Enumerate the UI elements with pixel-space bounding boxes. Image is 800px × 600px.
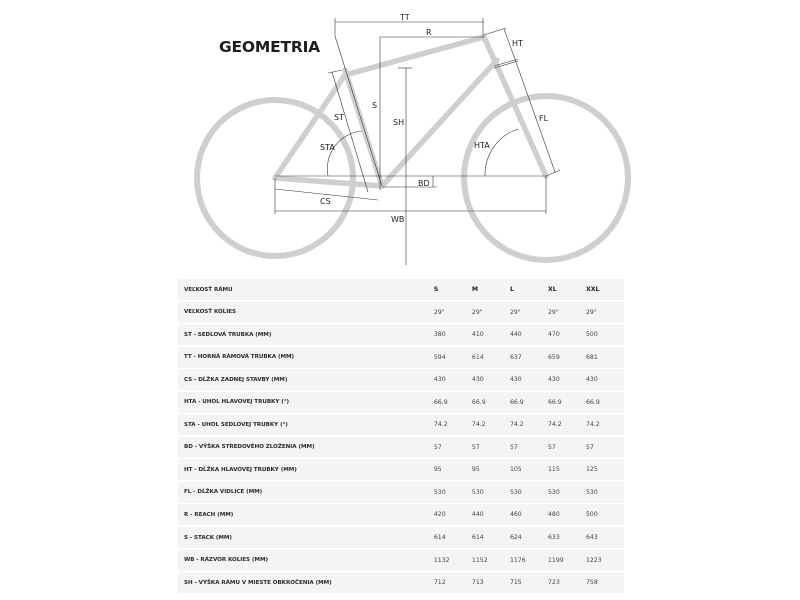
row-value: 712 (433, 579, 446, 587)
row-label: CS - DĹŽKA ZADNEJ STAVBY (MM) (184, 376, 288, 383)
row-value: 57 (586, 443, 594, 451)
row-value: 1176 (509, 556, 526, 564)
label-bd: BD (418, 179, 430, 188)
table-row (178, 482, 624, 503)
row-value: 594 (433, 353, 446, 361)
size-xxl: XXL (586, 286, 600, 293)
label-st: ST (334, 113, 344, 122)
label-ht: HT (512, 39, 523, 48)
size-xl: XL (547, 286, 557, 293)
table-row (178, 572, 624, 593)
row-value: 643 (586, 534, 598, 542)
row-value: 1132 (433, 556, 450, 564)
header-label: VEĽKOSŤ RÁMU (184, 286, 233, 293)
label-r: R (426, 28, 432, 37)
table-row (178, 324, 624, 345)
row-value: 614 (471, 534, 484, 542)
row-value: 614 (471, 353, 484, 361)
row-value: 430 (586, 376, 598, 384)
row-value: 57 (433, 443, 442, 451)
table-row (178, 550, 624, 571)
row-value: 758 (586, 579, 598, 587)
row-value: 723 (547, 579, 560, 587)
row-value: 115 (547, 466, 560, 474)
geometry-table (178, 279, 624, 595)
row-value: 66.9 (433, 398, 448, 406)
row-value: 95 (433, 466, 442, 474)
row-value: 95 (471, 466, 480, 474)
row-value: 125 (586, 466, 598, 474)
row-value: 530 (433, 488, 446, 496)
label-sh: SH (393, 118, 405, 127)
row-value: 530 (586, 488, 598, 496)
row-label: FL - DĹŽKA VIDLICE (MM) (184, 489, 263, 496)
row-value: 614 (433, 534, 446, 542)
row-value: 633 (547, 534, 560, 542)
row-label: STA - UHOL SEDLOVEJ TRUBKY (°) (184, 421, 288, 428)
size-s: S (433, 286, 439, 293)
row-value: 74.2 (471, 421, 486, 429)
row-value: 74.2 (433, 421, 448, 429)
size-m: M (471, 286, 479, 293)
row-value: 57 (547, 443, 556, 451)
row-value: 420 (433, 511, 446, 519)
row-label: BD - VÝŠKA STREDOVÉHO ZLOŽENIA (MM) (184, 444, 315, 451)
row-label: HT - DĹŽKA HLAVOVEJ TRUBKY (MM) (184, 466, 297, 473)
row-value: 74.2 (586, 421, 600, 429)
label-s: S (372, 101, 378, 110)
row-value: 440 (471, 511, 484, 519)
row-value: 430 (509, 376, 522, 384)
row-label: HTA - UHOL HLAVOVEJ TRUBKY (°) (184, 399, 289, 406)
row-value: 66.9 (586, 398, 600, 406)
label-tt: TT (400, 13, 410, 22)
size-l: L (509, 286, 514, 293)
row-label: R - REACH (MM) (184, 511, 234, 518)
row-value: 29" (471, 308, 483, 316)
bike-geometry-diagram (0, 0, 800, 275)
row-value: 29" (547, 308, 559, 316)
row-value: 380 (433, 331, 446, 339)
row-value: 29" (509, 308, 521, 316)
row-value: 470 (547, 331, 560, 339)
row-value: 530 (509, 488, 522, 496)
row-value: 57 (509, 443, 518, 451)
row-value: 1152 (471, 556, 488, 564)
row-value: 1223 (586, 556, 602, 564)
table-header-row (178, 279, 624, 300)
row-value: 66.9 (509, 398, 524, 406)
row-label: ST - SEDLOVÁ TRUBKA (MM) (184, 331, 272, 338)
table-row (178, 527, 624, 548)
row-value: 105 (509, 466, 522, 474)
table-row (178, 437, 624, 458)
row-value: 66.9 (471, 398, 486, 406)
row-value: 500 (586, 331, 598, 339)
table-row (178, 504, 624, 525)
table-row (178, 414, 624, 435)
row-value: 715 (509, 579, 522, 587)
row-value: 530 (547, 488, 560, 496)
row-value: 430 (547, 376, 560, 384)
table-row (178, 369, 624, 390)
row-value: 410 (471, 331, 484, 339)
row-value: 57 (471, 443, 480, 451)
row-value: 29" (433, 308, 445, 316)
row-label: TT - HORNÁ RÁMOVÁ TRUBKA (MM) (184, 354, 295, 361)
row-label: WB - RÁZVOR KOLIES (MM) (184, 557, 268, 564)
row-value: 74.2 (547, 421, 562, 429)
table-row (178, 459, 624, 480)
row-value: 624 (509, 534, 522, 542)
table-row (178, 392, 624, 413)
row-value: 29" (586, 308, 597, 316)
row-value: 440 (509, 331, 522, 339)
page-title: GEOMETRIA (219, 38, 320, 56)
table-row (178, 302, 624, 323)
row-value: 1199 (547, 556, 564, 564)
row-value: 637 (509, 353, 522, 361)
row-value: 74.2 (509, 421, 524, 429)
table-row (178, 347, 624, 368)
row-value: 659 (547, 353, 560, 361)
row-value: 430 (471, 376, 484, 384)
label-sta: STA (320, 143, 335, 152)
row-value: 500 (586, 511, 598, 519)
row-value: 66.9 (547, 398, 562, 406)
row-label: VEĽKOSŤ KOLIES (184, 309, 236, 316)
row-value: 460 (509, 511, 522, 519)
row-value: 713 (471, 579, 484, 587)
row-value: 430 (433, 376, 446, 384)
row-label: S - STACK (MM) (184, 534, 232, 541)
row-label: SH - VÝŠKA RÁMU V MIESTE OBKROČENIA (MM) (184, 579, 332, 586)
row-value: 530 (471, 488, 484, 496)
row-value: 480 (547, 511, 560, 519)
label-cs: CS (320, 197, 331, 206)
row-value: 681 (586, 353, 598, 361)
label-wb: WB (391, 215, 405, 224)
label-hta: HTA (474, 141, 490, 150)
label-fl: FL (539, 114, 549, 123)
